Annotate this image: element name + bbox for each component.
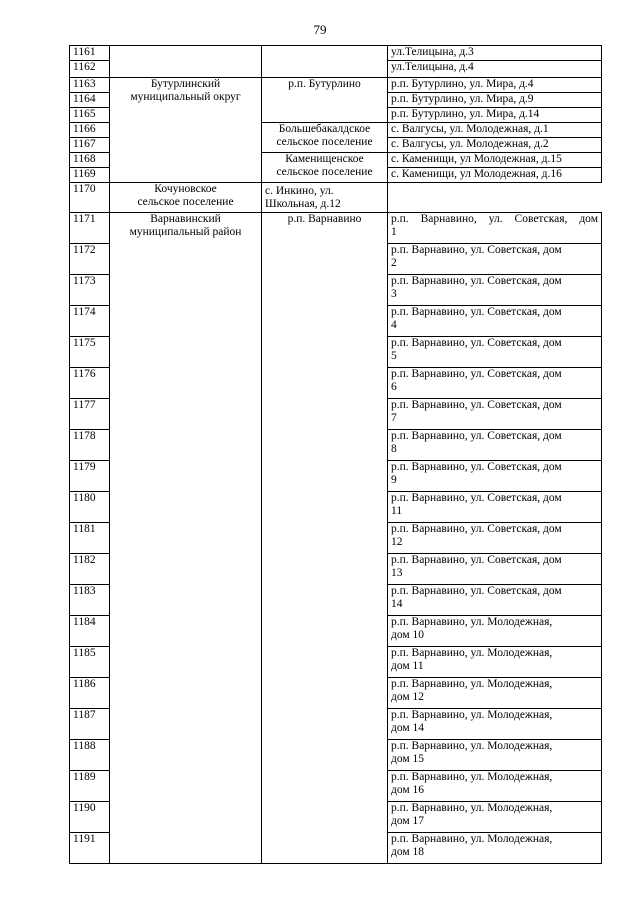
address-line: р.п. Варнавино, ул. Советская, дом (391, 275, 562, 287)
settlement-name: Большебакалдское (278, 123, 371, 135)
address-cell: р.п. Бутурлино, ул. Мира, д.4 (388, 78, 602, 93)
settlement-cell-empty (262, 46, 388, 78)
address-cell (388, 275, 602, 306)
row-number: 1185 (70, 647, 110, 678)
row-number: 1190 (70, 802, 110, 833)
address-line: р.п. Варнавино, ул. Советская, дом (391, 430, 562, 442)
row-number: 1186 (70, 678, 110, 709)
address-line: р.п. Варнавино, ул. Молодежная, (391, 678, 553, 690)
settlement-type: сельское поселение (137, 196, 234, 208)
address-cell (388, 244, 602, 275)
address-line: 8 (391, 443, 397, 455)
table-row (70, 46, 602, 61)
address-cell (388, 523, 602, 554)
address-line: дом 11 (391, 660, 424, 672)
settlement-name: Кочуновское (154, 183, 217, 195)
row-number: 1182 (70, 554, 110, 585)
address-cell (388, 771, 602, 802)
row-number: 1173 (70, 275, 110, 306)
address-line: дом 17 (391, 815, 425, 827)
address-line: р.п. Варнавино, ул. Советская, дом (391, 585, 562, 597)
row-number: 1172 (70, 244, 110, 275)
address-line: р.п. Варнавино, ул. Молодежная, (391, 802, 553, 814)
row-number: 1183 (70, 585, 110, 616)
address-cell (388, 368, 602, 399)
address-line: р.п. Варнавино, ул. Советская, дом (391, 523, 562, 535)
row-number: 1177 (70, 399, 110, 430)
settlement-type: сельское поселение (276, 136, 373, 148)
address-cell (388, 647, 602, 678)
address-line: дом 14 (391, 722, 425, 734)
address-line: р.п. Варнавино, ул. Молодежная, (391, 771, 553, 783)
address-line: р.п. Варнавино, ул. Советская, дом (391, 492, 562, 504)
address-cell: р.п. Бутурлино, ул. Мира, д.9 (388, 93, 602, 108)
address-line: 4 (391, 319, 397, 331)
address-cell (388, 585, 602, 616)
page-number: 79 (313, 22, 327, 37)
address-line: р.п. Варнавино, ул. Советская, дом (391, 554, 562, 566)
row-number: 1161 (70, 46, 110, 61)
address-line: р.п. Варнавино, ул. Молодежная, (391, 833, 553, 845)
address-cell (388, 802, 602, 833)
address-line: р.п. Варнавино, ул. Советская, дом (391, 213, 598, 225)
row-number: 1168 (70, 153, 110, 168)
address-cell (388, 616, 602, 647)
address-cell (388, 337, 602, 368)
row-number: 1191 (70, 833, 110, 864)
row-number: 1167 (70, 138, 110, 153)
row-number: 1189 (70, 771, 110, 802)
row-number: 1181 (70, 523, 110, 554)
address-cell (388, 213, 602, 244)
address-line: 6 (391, 381, 397, 393)
district-name: Варнавинский (150, 213, 221, 225)
row-number: 1164 (70, 93, 110, 108)
settlement-bolshebakaldskoe (262, 123, 388, 153)
address-cell (388, 709, 602, 740)
row-number: 1188 (70, 740, 110, 771)
address-line: 2 (391, 257, 397, 269)
address-cell: р.п. Бутурлино, ул. Мира, д.14 (388, 108, 602, 123)
address-line: 13 (391, 567, 403, 579)
address-line: 3 (391, 288, 397, 300)
district-name: Бутурлинский (150, 78, 221, 90)
address-cell: ул.Телицына, д.4 (388, 61, 602, 78)
district-cell-empty (110, 46, 262, 78)
row-number: 1169 (70, 168, 110, 183)
table-row (70, 183, 602, 213)
address-line: 11 (391, 505, 403, 517)
address-line: дом 15 (391, 753, 425, 765)
settlement-name: Каменищенское (285, 153, 364, 165)
address-cell (388, 430, 602, 461)
address-line: р.п. Варнавино, ул. Молодежная, (391, 740, 553, 752)
settlement-type: сельское поселение (276, 166, 373, 178)
district-type: муниципальный округ (130, 91, 241, 103)
row-number: 1171 (70, 213, 110, 244)
address-cell (388, 306, 602, 337)
table-row (70, 213, 602, 244)
address-line: р.п. Варнавино, ул. Советская, дом (391, 368, 562, 380)
row-number: 1170 (70, 183, 110, 213)
address-line: р.п. Варнавино, ул. Советская, дом (391, 399, 562, 411)
address-line: 5 (391, 350, 397, 362)
address-line: 1 (391, 226, 397, 238)
address-cell: с. Инкино, ул. Школьная, д.12 (262, 183, 388, 213)
district-buturlinsky (110, 78, 262, 183)
row-number: 1165 (70, 108, 110, 123)
address-line: р.п. Варнавино, ул. Советская, дом (391, 244, 562, 256)
address-line: 12 (391, 536, 403, 548)
address-cell: с. Каменищи, ул Молодежная, д.16 (388, 168, 602, 183)
polling-addresses-table (69, 45, 602, 864)
row-number: 1178 (70, 430, 110, 461)
address-line: дом 18 (391, 846, 425, 858)
address-line: р.п. Варнавино, ул. Советская, дом (391, 337, 562, 349)
row-number: 1184 (70, 616, 110, 647)
row-number: 1176 (70, 368, 110, 399)
address-line: дом 10 (391, 629, 425, 641)
row-number: 1166 (70, 123, 110, 138)
row-number: 1162 (70, 61, 110, 78)
address-cell: с. Валгусы, ул. Молодежная, д.1 (388, 123, 602, 138)
table-row (70, 78, 602, 93)
settlement-kochunovskoe (110, 183, 262, 213)
address-line: дом 12 (391, 691, 425, 703)
address-cell (388, 740, 602, 771)
address-line: р.п. Варнавино, ул. Молодежная, (391, 709, 553, 721)
address-line: р.п. Варнавино, ул. Молодежная, (391, 616, 553, 628)
settlement-kamenishchenskoe (262, 153, 388, 183)
address-cell: с. Валгусы, ул. Молодежная, д.2 (388, 138, 602, 153)
row-number: 1180 (70, 492, 110, 523)
settlement-buturlino: р.п. Бутурлино (262, 78, 388, 123)
address-line: 9 (391, 474, 397, 486)
row-number: 1187 (70, 709, 110, 740)
address-cell (388, 399, 602, 430)
district-type: муниципальный район (129, 226, 242, 238)
row-number: 1179 (70, 461, 110, 492)
address-cell (388, 461, 602, 492)
address-line: р.п. Варнавино, ул. Советская, дом (391, 461, 562, 473)
address-line: дом 16 (391, 784, 425, 796)
row-number: 1174 (70, 306, 110, 337)
address-cell (388, 492, 602, 523)
address-cell: ул.Телицына, д.3 (388, 46, 602, 61)
address-cell (388, 678, 602, 709)
address-cell (388, 554, 602, 585)
address-cell: с. Каменищи, ул Молодежная, д.15 (388, 153, 602, 168)
row-number: 1163 (70, 78, 110, 93)
settlement-varnavino: р.п. Варнавино (262, 213, 388, 864)
address-line: р.п. Варнавино, ул. Советская, дом (391, 306, 562, 318)
address-cell (388, 833, 602, 864)
address-line: р.п. Варнавино, ул. Молодежная, (391, 647, 553, 659)
address-line: 7 (391, 412, 397, 424)
address-line: 14 (391, 598, 403, 610)
district-varnavinsky (110, 213, 262, 864)
row-number: 1175 (70, 337, 110, 368)
